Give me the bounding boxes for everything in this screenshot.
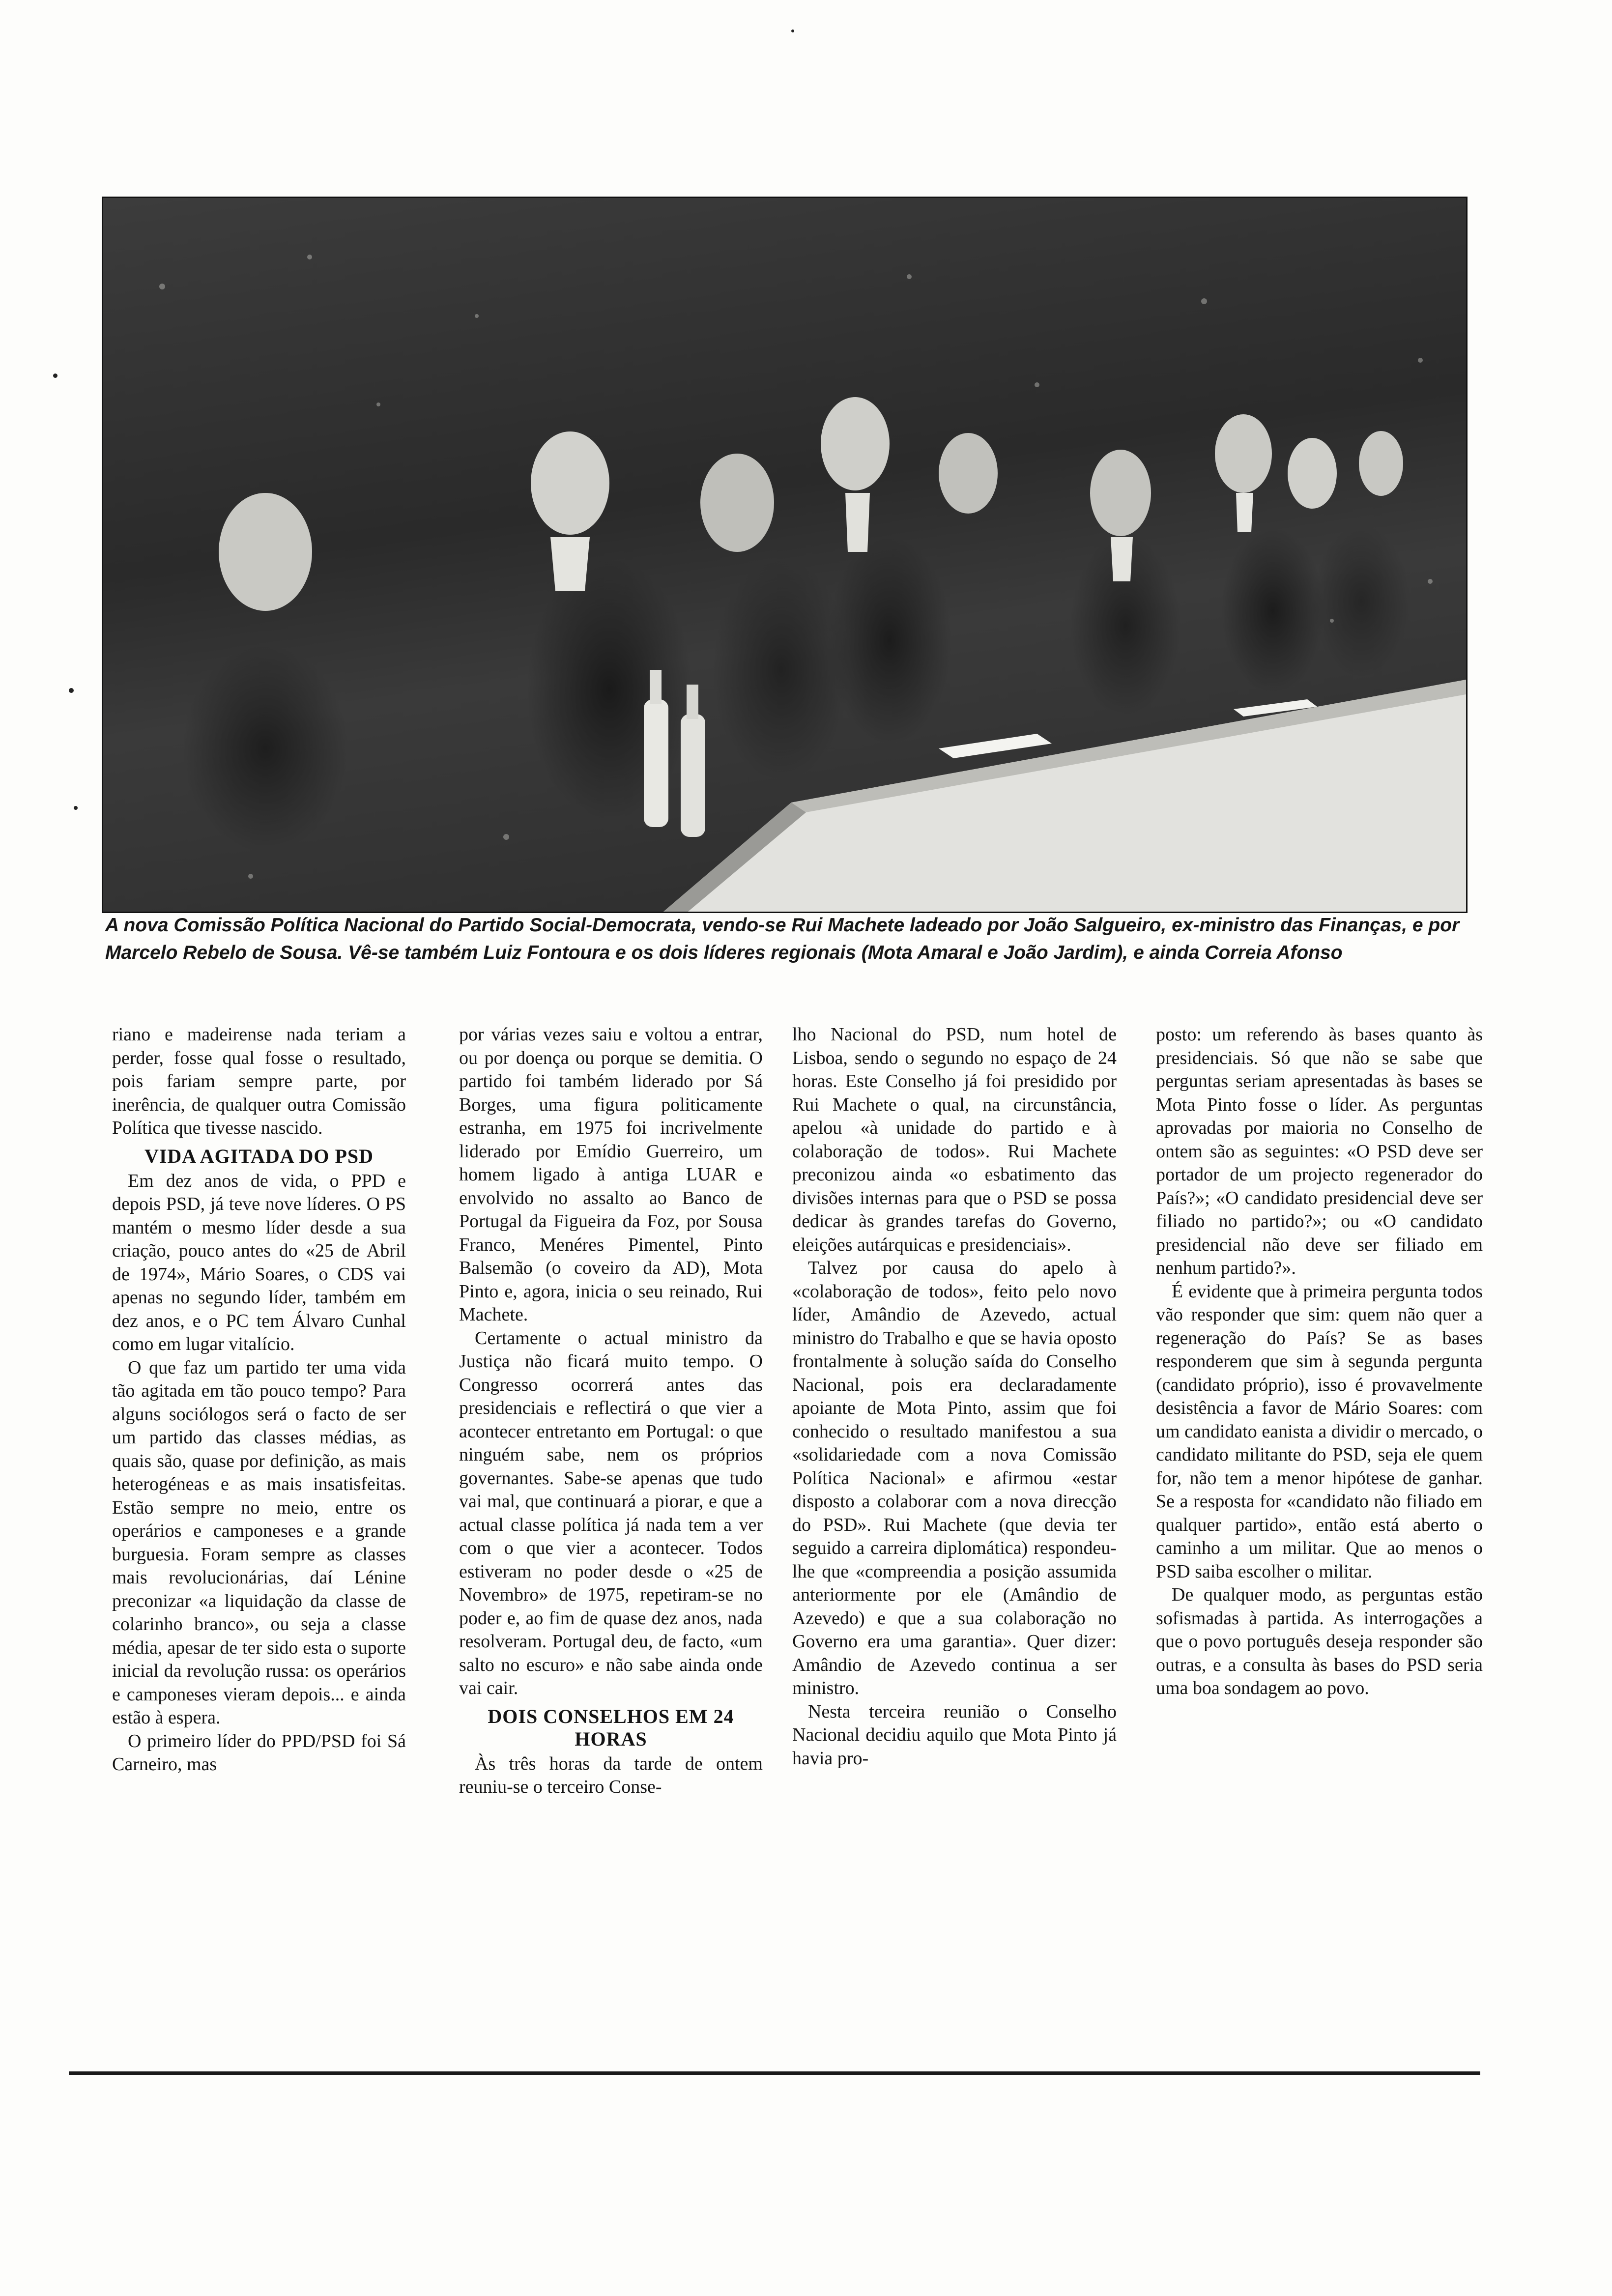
paragraph: Em dez anos de vida, o PPD e depois PSD, já teve nove líderes. O PS mantém o mesmo líder desde a sua criação, pouco antes do «25 de Abril de 1974», Mário Soares, o CDS vai apenas no segundo líder, também em dez anos, e o PC tem Álvaro Cunhal como em lugar vitalício. [112, 1170, 406, 1354]
scan-speck [69, 688, 74, 693]
article-column-1 [112, 1023, 406, 1777]
section-heading: DOIS CONSELHOS EM 24 HORAS [488, 1705, 734, 1750]
paragraph: por várias vezes saiu e voltou a entrar, ou por doença ou porque se demitia. O partido foi também liderado por Sá Borges, uma figura politicamente estranha, em 1975 foi incrivelmente liderado por Emídio Guerreiro, um homem ligado à antiga LUAR e envolvido no assalto ao Banco de Portugal da Figueira da Foz, por Sousa Franco, Menéres Pimentel, Pinto Balsemão (o coveiro da AD), Mota Pinto e, agora, inicia o seu reinado, Rui Machete. [459, 1024, 763, 1325]
article-column-2 [459, 1023, 763, 1799]
meeting-photo-icon [103, 198, 1466, 912]
paragraph: Às três horas da tarde de ontem reuniu-se o terceiro Conse- [459, 1753, 763, 1797]
paragraph: riano e madeirense nada teriam a perder, fosse qual fosse o resultado, pois fariam sempre parte, por inerência, de qualquer outra Comissão Política que tivesse nascido. [112, 1024, 406, 1138]
photo-caption: A nova Comissão Política Nacional do Partido Social-Democrata, vendo-se Rui Machete ladeado por João Salgueiro, ex-ministro das Finanças, e por Marcelo Rebelo de Sousa. Vê-se também Luiz Fontoura e os dois líderes regionais (Mota Amaral e João Jardim), e ainda Correia Afonso [105, 915, 1460, 963]
paragraph: Talvez por causa do apelo à «colaboração de todos», feito pelo novo líder, Amândio de Azevedo, actual ministro do Trabalho e que se havia oposto frontalmente à solução saída do Conselho Nacional, pois era declaradamente apoiante de Mota Pinto, assim que foi conhecido o resultado manifestou a sua «solidariedade com a nova Comissão Política Nacional» e afirmou «estar disposto a colaborar com a nova direcção do PSD». Rui Machete (que devia ter seguido a carreira diplomática) respondeu-lhe que «compreendia a posição assumida anteriormente por ele (Amândio de Azevedo) e que a sua colaboração no Governo era uma garantia». Quer dizer: Amândio de Azevedo continua a ser ministro. [792, 1258, 1117, 1698]
paragraph: posto: um referendo às bases quanto às presidenciais. Só que não se sabe que perguntas seriam apresentadas às bases se Mota Pinto fosse o líder. As perguntas aprovadas por maioria no Conselho de ontem são as seguintes: «O PSD deve ser portador de um projecto regenerador do País?»; «O candidato presidencial deve ser filiado no partido?»; ou «O candidato presidencial não deve ser filiado em nenhum partido?». [1156, 1024, 1483, 1278]
article-column-4 [1156, 1023, 1483, 1700]
paragraph: Nesta terceira reunião o Conselho Nacional decidiu aquilo que Mota Pinto já havia pro- [792, 1701, 1117, 1769]
scan-speck [791, 29, 794, 32]
article-column-3 [792, 1023, 1117, 1770]
paragraph: O primeiro líder do PPD/PSD foi Sá Carneiro, mas [112, 1730, 406, 1775]
section-heading: VIDA AGITADA DO PSD [144, 1145, 374, 1167]
paragraph: Certamente o actual ministro da Justiça não ficará muito tempo. O Congresso ocorrerá antes das presidenciais e reflectirá o que vier a acontecer entretanto em Portugal: o que ninguém sabe, nem os próprios governantes. Sabe-se apenas que tudo vai mal, que continuará a piorar, e que a actual classe política já nada tem a ver com o que vier a acontecer. Todos estiveram no poder desde o «25 de Novembro» de 1975, repetiram-se no poder e, ao fim de quase dez anos, nada resolveram. Portugal deu, de facto, «um salto no escuro» e não sabe ainda onde vai cair. [459, 1327, 763, 1698]
meeting-photo [102, 197, 1468, 913]
bottom-rule [69, 2071, 1480, 2075]
paragraph: lho Nacional do PSD, num hotel de Lisboa, sendo o segundo no espaço de 24 horas. Este Conselho já foi presidido por Rui Machete o qual, na circunstância, apelou «à unidade do partido e à colaboração de todos». Rui Machete preconizou ainda «o esbatimento das divisões internas para que o PSD se possa dedicar às grandes tarefas do Governo, eleições autárquicas e presidenciais». [792, 1024, 1117, 1255]
paragraph: É evidente que à primeira pergunta todos vão responder que sim: quem não quer a regeneração do País? Se as bases responderem que sim à segunda pergunta (candidato próprio), isso é provavelmente desistência a favor de Mário Soares: com um candidato eanista a dividir o mercado, o candidato militante do PSD, seja ele quem for, não tem a menor hipótese de ganhar. Se a resposta for «candidato não filiado em qualquer partido», então está aberto o caminho a um militar. Que ao menos o PSD saiba escolher o militar. [1156, 1281, 1483, 1582]
scan-speck [74, 806, 78, 810]
paragraph: O que faz um partido ter uma vida tão agitada em tão pouco tempo? Para alguns sociólogos será o facto de ser um partido das classes médias, as quais são, quase por definição, as mais heterogéneas e as mais insatisfeitas. Estão sempre no meio, entre os operários e camponeses e a grande burguesia. Foram sempre as classes mais revolucionárias, daí Lénine preconizar «a liquidação da classe de colarinho branco», ou seja a classe média, apesar de ter sido esta o suporte inicial da revolução russa: os operários e camponeses vieram depois... e ainda estão à espera. [112, 1357, 406, 1728]
scan-speck [53, 373, 58, 378]
paragraph: De qualquer modo, as perguntas estão sofismadas à partida. As interrogações a que o povo português deseja responder são outras, e a consulta às bases do PSD seria uma boa sondagem ao povo. [1156, 1584, 1483, 1698]
